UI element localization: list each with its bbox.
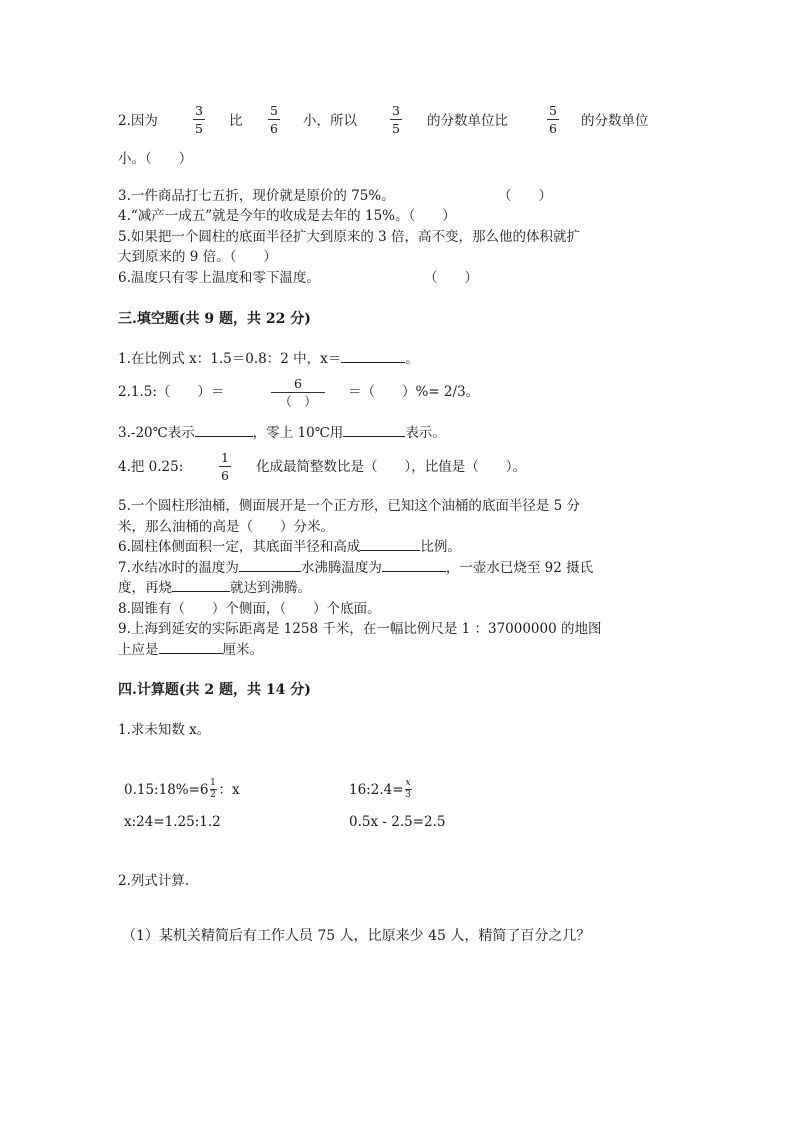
judge-q5-line2: 大到原来的 9 倍。（ ） bbox=[118, 249, 277, 265]
fraction-1-2 bbox=[210, 779, 217, 800]
answer-blank bbox=[360, 538, 420, 551]
fraction-bar bbox=[547, 119, 559, 120]
fraction-denominator: 6 bbox=[221, 468, 229, 483]
fraction-numerator: 3 bbox=[195, 103, 203, 118]
fraction-bar bbox=[193, 119, 205, 120]
fraction-denominator: 5 bbox=[392, 121, 400, 136]
fraction-bar bbox=[268, 119, 280, 120]
fill-q3-text-b: ，零上 10℃用 bbox=[252, 425, 344, 441]
equation-3: x:24=1.25:1.2 bbox=[124, 814, 221, 830]
judge-q2-line2: 小。（ ） bbox=[118, 151, 193, 167]
fraction-denominator: 6 bbox=[549, 121, 557, 136]
fraction-numerator: 6 bbox=[294, 376, 302, 391]
fill-q5-line1: 5.一个圆柱形油桶，侧面展开是一个正方形，已知这个油桶的底面半径是 5 分 bbox=[118, 498, 581, 514]
answer-blank bbox=[341, 350, 405, 363]
fraction-numerator: 1 bbox=[221, 450, 229, 465]
fill-q7-line2-b: 就达到沸腾。 bbox=[230, 580, 311, 596]
judge-q3: 3.一件商品打七五折，现价就是原价的 75%。 bbox=[118, 188, 395, 204]
answer-blank bbox=[159, 641, 223, 654]
fill-q5-line2: 米，那么油桶的高是（ ）分米。 bbox=[118, 519, 334, 535]
fill-q7-text-c: ，一壶水已烧至 92 摄氏 bbox=[445, 560, 594, 576]
judge-q6: 6.温度只有零上温度和零下温度。 bbox=[118, 270, 320, 286]
fraction-denominator: 5 bbox=[195, 121, 203, 136]
answer-blank bbox=[239, 559, 301, 572]
fill-q2-b: ＝（ ）%= 2/3。 bbox=[348, 384, 480, 400]
fraction-numerator: 1 bbox=[210, 778, 216, 788]
fraction-bar bbox=[271, 392, 325, 393]
fraction-denominator: 3 bbox=[405, 790, 411, 800]
fraction-5-6 bbox=[268, 104, 280, 136]
fraction-numerator: 5 bbox=[270, 103, 278, 118]
calc-q1: 1.求未知数 x。 bbox=[118, 722, 211, 738]
calc-q2-1: （1）某机关精简后有工作人员 75 人，比原来少 45 人，精简了百分之几？ bbox=[122, 928, 591, 944]
fraction-1-6 bbox=[219, 451, 231, 483]
answer-blank bbox=[195, 424, 253, 437]
equation-1-right: ：x bbox=[218, 781, 240, 798]
fraction-numerator: x bbox=[405, 778, 411, 788]
fill-q8: 8.圆锥有（ ）个侧面，（ ）个底面。 bbox=[118, 601, 381, 617]
judge-q3-paren: （ ） bbox=[498, 188, 552, 204]
equation-2 bbox=[349, 779, 414, 800]
fraction-x-3 bbox=[405, 779, 412, 800]
judge-q5-line1: 5.如果把一个圆柱的底面半径扩大到原来的 3 倍，高不变，那么他的体积就扩 bbox=[118, 229, 581, 245]
fill-q4-b: 化成最简整数比是（ ），比值是（ ）。 bbox=[256, 459, 526, 475]
judge-q2-line1 bbox=[118, 112, 158, 130]
equation-4: 0.5x - 2.5=2.5 bbox=[349, 814, 446, 830]
fraction-denominator: （ ） bbox=[279, 394, 317, 409]
fill-q1 bbox=[118, 350, 419, 368]
fill-q7-line2-a: 度，再烧 bbox=[118, 580, 172, 596]
fill-q9-line2-b: 厘米。 bbox=[222, 642, 263, 658]
fill-q3-text-c: 表示。 bbox=[405, 425, 446, 441]
answer-blank bbox=[343, 424, 405, 437]
answer-blank bbox=[172, 579, 230, 592]
fill-q2-a: 2.1.5:（ ）＝ bbox=[118, 384, 225, 400]
fraction-numerator: 5 bbox=[549, 103, 557, 118]
fill-q1-text: 1.在比例式 x：1.5＝0.8：2 中，x＝ bbox=[118, 351, 342, 367]
judge-q4: 4.“减产一成五”就是今年的收成是去年的 15%。（ ） bbox=[118, 208, 456, 224]
equation-2-left: 16:2.4= bbox=[349, 781, 404, 798]
fraction-denominator: 2 bbox=[210, 790, 216, 800]
fill-q9-line2 bbox=[118, 641, 263, 659]
fill-q7-text-a: 7.水结冰时的温度为 bbox=[118, 560, 239, 576]
fraction-bar bbox=[390, 119, 402, 120]
fraction-6-over-blank bbox=[271, 377, 325, 409]
equation-1-left: 0.15:18%=6 bbox=[124, 781, 209, 798]
fill-q9-line1: 9.上海到延安的实际距离是 1258 千米，在一幅比例尺是 1 ：37000000 的地图 bbox=[118, 621, 602, 637]
fraction-numerator: 3 bbox=[392, 103, 400, 118]
calc-q2: 2.列式计算. bbox=[118, 873, 190, 889]
fill-q7-line2 bbox=[118, 579, 311, 597]
fraction-3-5-b bbox=[390, 104, 402, 136]
fraction-3-5 bbox=[193, 104, 205, 136]
fill-q4-a: 4.把 0.25: bbox=[118, 459, 184, 475]
fraction-bar bbox=[219, 466, 231, 467]
equation-1-expr bbox=[124, 779, 240, 800]
fill-q7-text-b: 水沸腾温度为 bbox=[300, 560, 382, 576]
equation-1 bbox=[124, 779, 240, 800]
judge-q6-paren: （ ） bbox=[424, 270, 478, 286]
fill-q3-text-a: 3.-20℃表示 bbox=[118, 425, 195, 441]
equation-2-expr bbox=[349, 779, 414, 800]
fill-q7-line1 bbox=[118, 559, 593, 577]
judge-q2-mid2: 的分数单位比 bbox=[427, 113, 508, 129]
fraction-denominator: 6 bbox=[270, 121, 278, 136]
fill-q9-line2-a: 上应是 bbox=[118, 642, 159, 658]
judge-q2-mid: 小，所以 bbox=[303, 113, 357, 129]
fill-q3 bbox=[118, 424, 446, 442]
answer-blank bbox=[382, 559, 446, 572]
section3-title: 三.填空题(共 9 题，共 22 分) bbox=[118, 311, 311, 327]
judge-q2-end: 的分数单位 bbox=[581, 113, 649, 129]
fill-q6 bbox=[118, 538, 461, 556]
fill-q6-text-a: 6.圆柱体侧面积一定，其底面半径和高成 bbox=[118, 539, 361, 555]
section4-title: 四.计算题(共 2 题，共 14 分) bbox=[118, 682, 311, 698]
judge-q2-bi: 比 bbox=[229, 113, 243, 129]
judge-q2-prefix: 2.因为 bbox=[118, 113, 158, 129]
fill-q6-text-b: 比例。 bbox=[420, 539, 461, 555]
fraction-5-6-b bbox=[547, 104, 559, 136]
fill-q1-end: 。 bbox=[405, 351, 419, 367]
